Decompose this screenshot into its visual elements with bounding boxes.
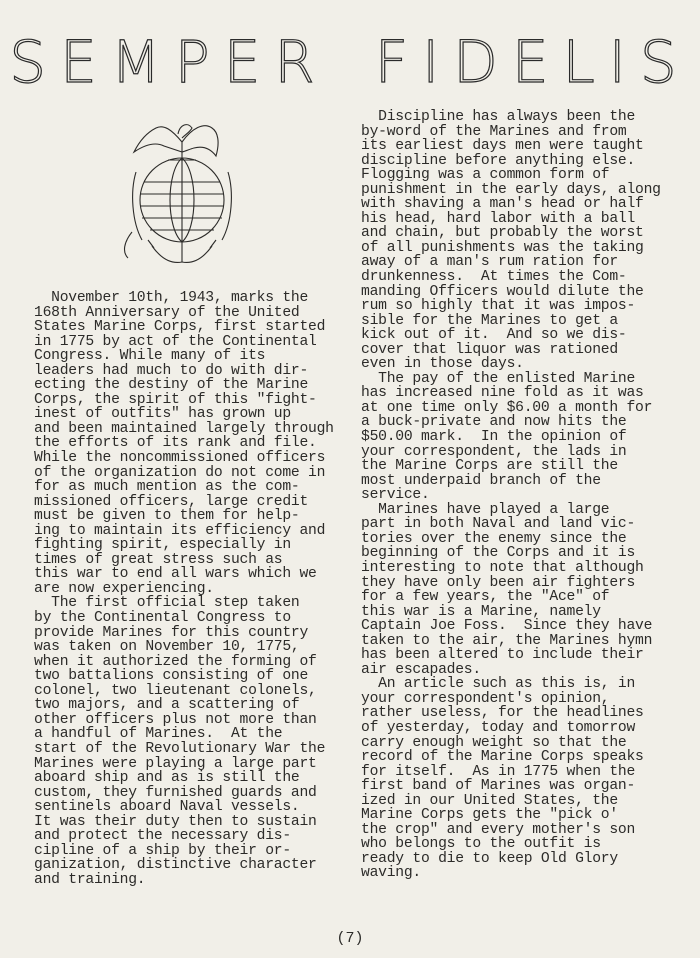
text-line: times of great stress such as	[34, 551, 283, 568]
text-line: part in both Naval and land vic-	[361, 516, 636, 533]
text-line: has been altered to include their	[361, 647, 644, 664]
text-line: Marine Corps gets the "pick o'	[361, 807, 618, 824]
text-line: when it authorized the forming of	[34, 653, 317, 670]
text-line: manding Officers would dilute the	[361, 283, 644, 300]
text-line: Marines were playing a large part	[34, 755, 317, 772]
text-line: and been maintained largely through	[34, 420, 334, 437]
text-line: your correspondent, the lads in	[361, 443, 627, 460]
text-line: and training.	[34, 871, 146, 888]
page-number: (7)	[336, 930, 364, 947]
text-line: for as much mention as the com-	[34, 479, 300, 496]
text-line: your correspondent's opinion,	[361, 690, 610, 707]
text-line: leaders had much to do with dir-	[34, 362, 309, 379]
text-line: in 1775 by act of the Continental	[34, 333, 317, 350]
text-line: two majors, and a scattering of	[34, 697, 300, 714]
text-line: 168th Anniversary of the United	[34, 304, 300, 321]
text-line: by-word of the Marines and from	[361, 123, 627, 140]
text-line: cipline of a ship by their or-	[34, 842, 291, 859]
text-line: the efforts of its rank and file.	[34, 435, 317, 452]
text-line: ganization, distinctive character	[34, 857, 317, 874]
title-word-2: FIDELIS	[374, 28, 691, 96]
text-line: at one time only $6.00 a month for	[361, 399, 653, 416]
text-line: this war to end all wars which we	[34, 566, 317, 583]
text-line: taken to the air, the Marines hymn	[361, 632, 653, 649]
text-line: Captain Joe Foss. Since they have	[361, 618, 653, 635]
text-line: ing to maintain its efficiency and	[34, 522, 326, 539]
text-line: tories over the enemy since the	[361, 530, 627, 547]
text-line: States Marine Corps, first started	[34, 319, 326, 336]
text-line: the Marine Corps are still the	[361, 458, 618, 475]
text-line: a handful of Marines. At the	[34, 726, 283, 743]
text-line: service.	[361, 487, 430, 504]
article-left-column	[34, 291, 334, 887]
text-line: ecting the destiny of the Marine	[34, 377, 309, 394]
text-line: inest of outfits" has grown up	[34, 406, 291, 423]
article-right-column	[361, 110, 661, 881]
text-line: custom, they furnished guards and	[34, 784, 317, 801]
eagle-globe-anchor-emblem	[112, 112, 252, 272]
text-line: start of the Revolutionary War the	[34, 740, 326, 757]
text-line: ized in our United States, the	[361, 792, 618, 809]
text-line: waving.	[361, 865, 421, 882]
text-line: While the noncommissioned officers	[34, 450, 326, 467]
text-line: other officers plus not more than	[34, 711, 317, 728]
text-line: with shaving a man's head or half	[361, 196, 644, 213]
text-line: Corps, the spirit of this "fight-	[34, 391, 317, 408]
text-line: most underpaid branch of the	[361, 472, 601, 489]
text-line: Discipline has always been the	[361, 109, 636, 125]
text-line: carry enough weight so that the	[361, 734, 627, 751]
text-line: beginning of the Corps and it is	[361, 545, 636, 562]
text-line: sible for the Marines to get a	[361, 312, 618, 329]
text-line: An article such as this is, in	[361, 676, 636, 693]
text-line: drunkenness. At times the Com-	[361, 269, 627, 286]
text-line: The pay of the enlisted Marine	[361, 370, 636, 387]
text-line: It was their duty then to sustain	[34, 813, 317, 830]
text-line: kick out of it. And so we dis-	[361, 327, 627, 344]
text-line: by the Continental Congress to	[34, 610, 291, 627]
text-line: his head, hard labor with a ball	[361, 210, 636, 227]
text-line: two battalions consisting of one	[34, 668, 309, 685]
text-line: this war is a Marine, namely	[361, 603, 601, 620]
text-line: who belongs to the outfit is	[361, 836, 601, 853]
text-line: has increased nine fold as it was	[361, 385, 644, 402]
text-line: away of a man's rum ration for	[361, 254, 618, 271]
text-line: missioned officers, large credit	[34, 493, 309, 510]
text-line: interesting to note that although	[361, 559, 644, 576]
text-line: of all punishments was the taking	[361, 239, 644, 256]
text-line: provide Marines for this country	[34, 624, 309, 641]
text-line: of yesterday, today and tomorrow	[361, 719, 636, 736]
text-line: air escapades.	[361, 661, 481, 678]
text-line: sentinels aboard Naval vessels.	[34, 799, 300, 816]
text-line: discipline before anything else.	[361, 152, 636, 169]
text-line: a buck-private and now hits the	[361, 414, 627, 431]
text-line: colonel, two lieutenant colonels,	[34, 682, 317, 699]
text-line: record of the Marine Corps speaks	[361, 749, 644, 766]
text-line: its earliest days men were taught	[361, 138, 644, 155]
page-title	[0, 28, 700, 96]
text-line: $50.00 mark. In the opinion of	[361, 429, 627, 446]
text-line: cover that liquor was rationed	[361, 341, 618, 358]
text-line: ready to die to keep Old Glory	[361, 850, 618, 867]
text-line: must be given to them for help-	[34, 508, 300, 525]
text-line: aboard ship and as is still the	[34, 770, 300, 787]
text-line: fighting spirit, especially in	[34, 537, 291, 554]
text-line: rum so highly that it was impos-	[361, 298, 636, 315]
text-line: and protect the necessary dis-	[34, 828, 291, 845]
text-line: the crop" and every mother's son	[361, 821, 636, 838]
text-line: even in those days.	[361, 356, 524, 373]
text-line: of the organization do not come in	[34, 464, 326, 481]
text-line: punishment in the early days, along	[361, 181, 661, 198]
text-line: The first official step taken	[34, 595, 300, 612]
text-line: Congress. While many of its	[34, 348, 266, 365]
text-line: November 10th, 1943, marks the	[34, 290, 309, 306]
text-line: and chain, but probably the worst	[361, 225, 644, 242]
text-line: are now experiencing.	[34, 580, 214, 597]
text-line: was taken on November 10, 1775,	[34, 639, 300, 656]
text-line: first band of Marines was organ-	[361, 778, 636, 795]
title-word-1: SEMPER	[9, 28, 329, 96]
text-line: Flogging was a common form of	[361, 167, 610, 184]
text-line: for a few years, the "Ace" of	[361, 589, 610, 606]
text-line: for itself. As in 1775 when the	[361, 763, 636, 780]
text-line: Marines have played a large	[361, 501, 610, 518]
text-line: rather useless, for the headlines	[361, 705, 644, 722]
text-line: they have only been air fighters	[361, 574, 636, 591]
